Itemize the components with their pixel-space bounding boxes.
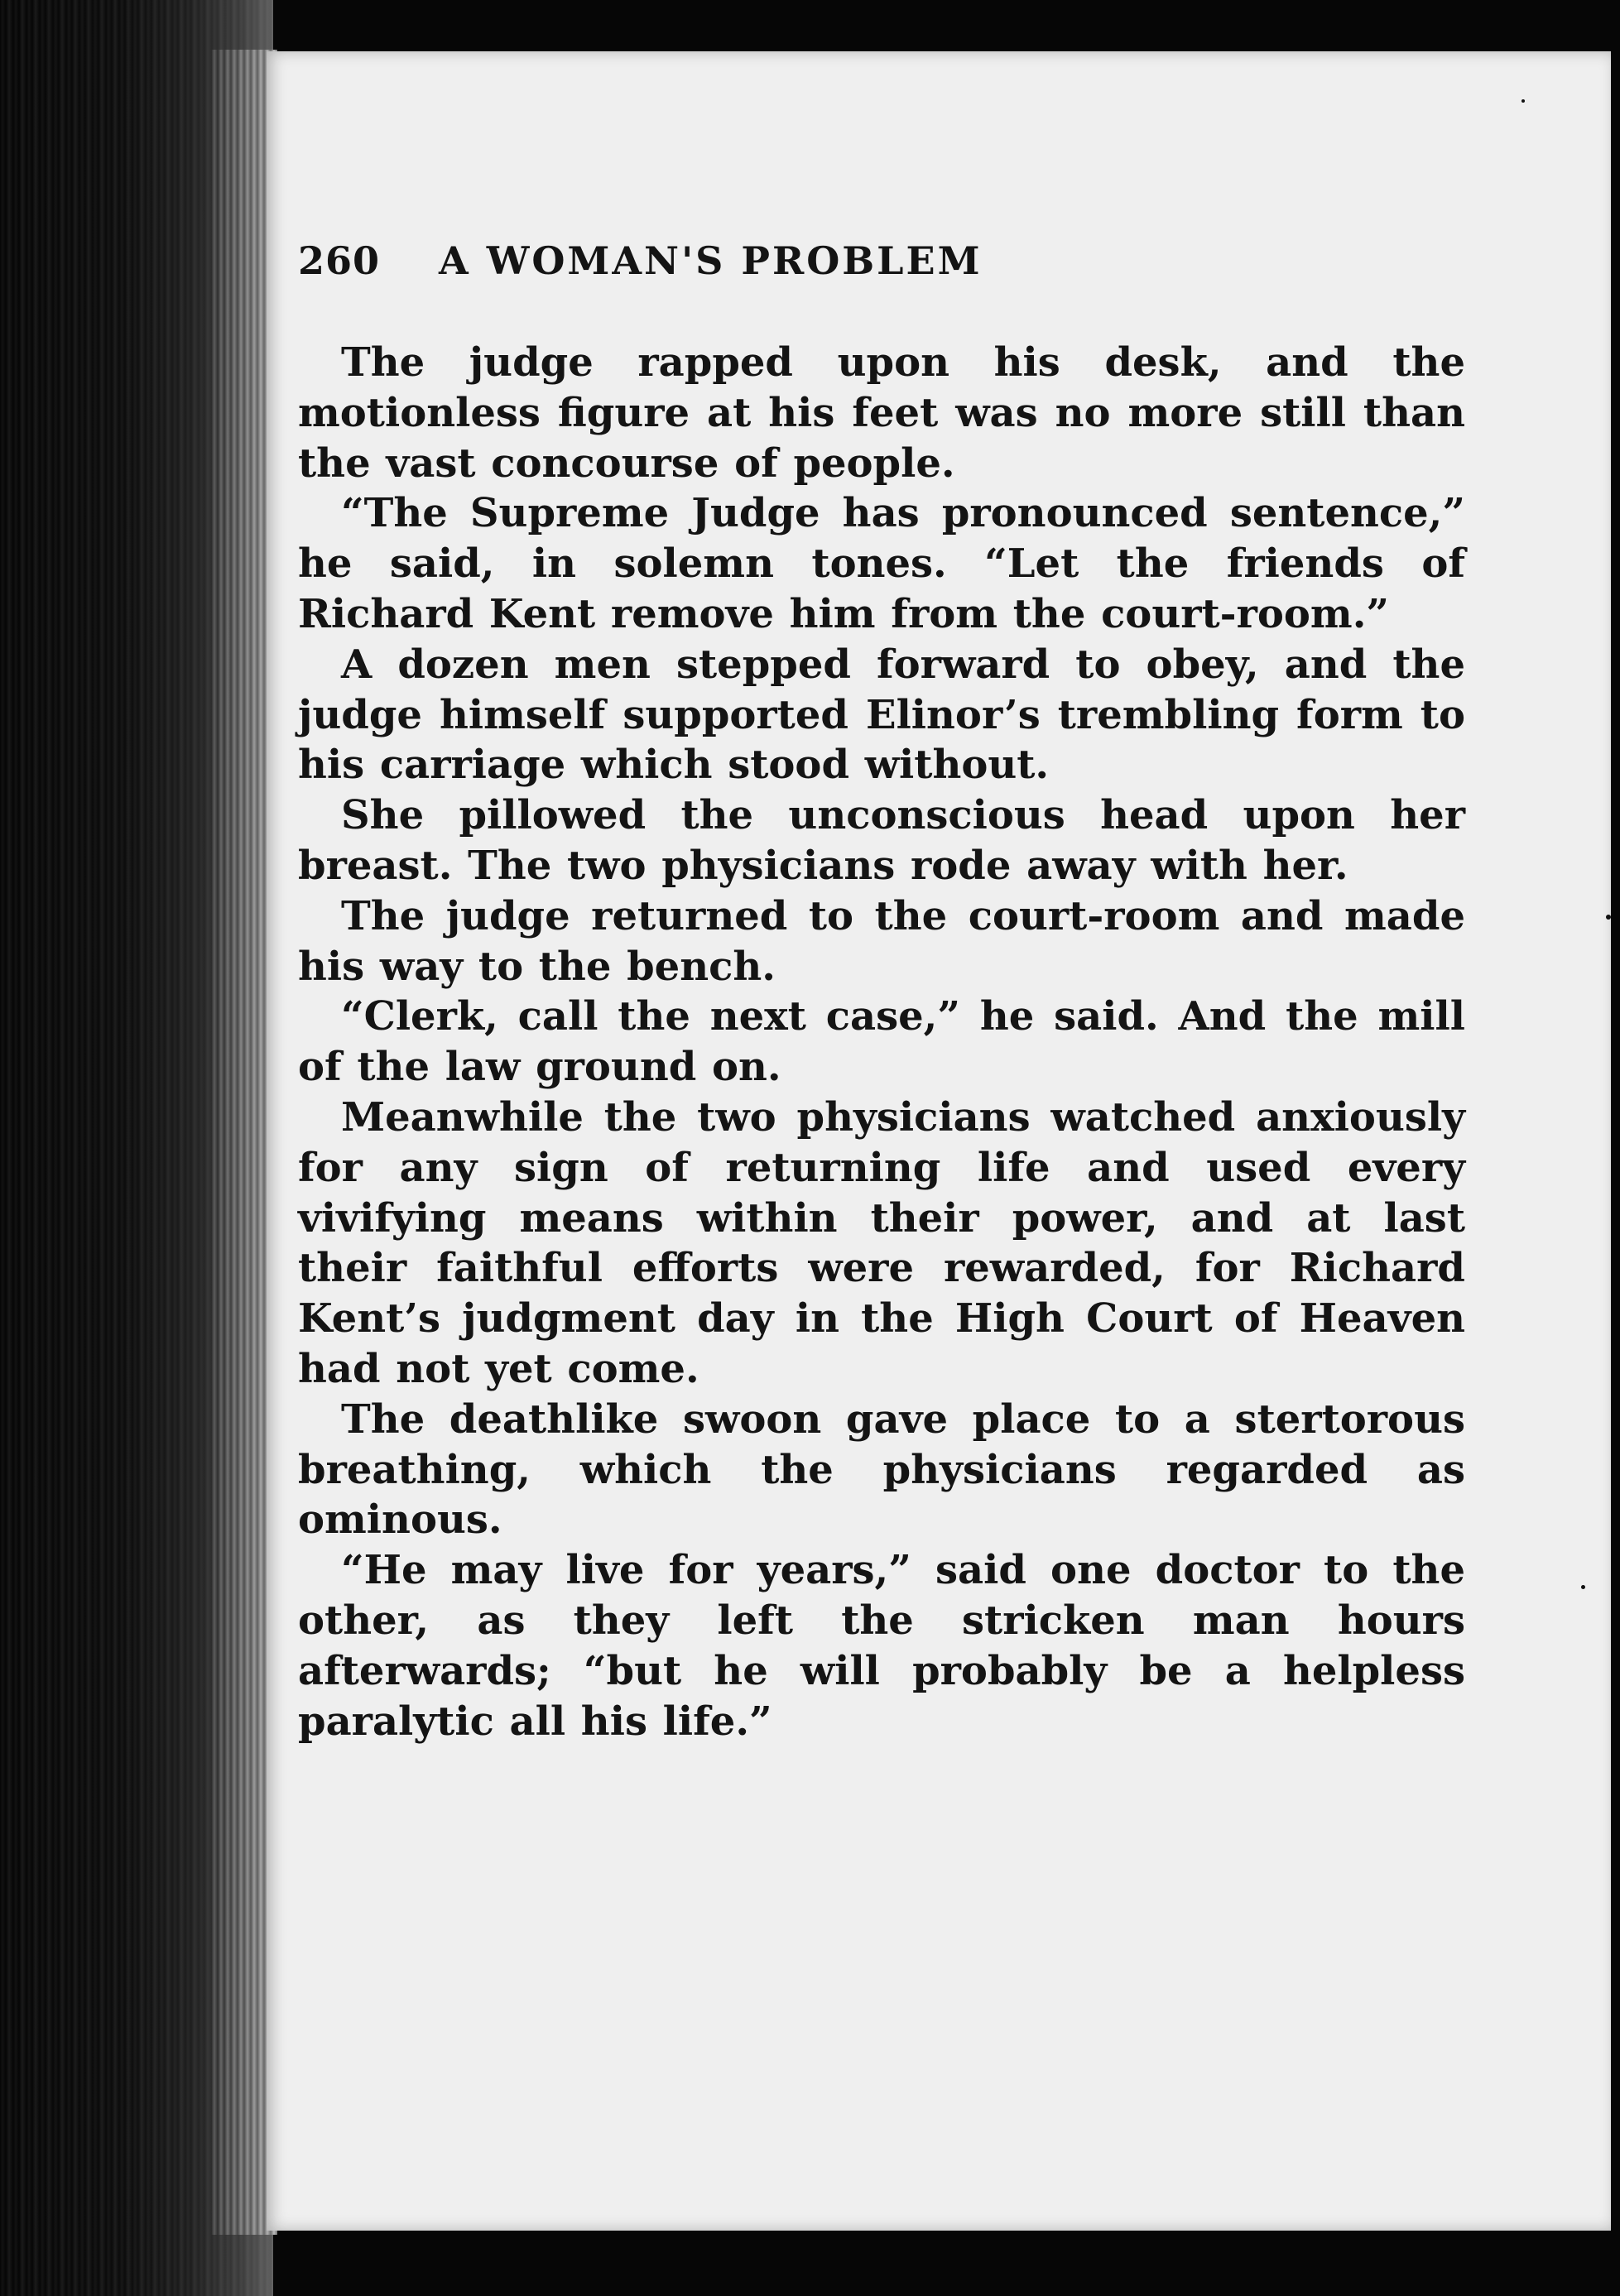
paragraph: Meanwhile the two physicians watched anxiously for any sign of returning life and used every vivifying means within their power, and at last their faithful efforts were rewarded, for Richard Kent’s judgment day in the High Court of Heaven had not yet come. bbox=[298, 1093, 1465, 1392]
paragraph: “He may live for years,” said one doctor to the other, as they left the stricken man hours afterwards; “but he will probably be a helpless paralytic all his life.” bbox=[298, 1547, 1465, 1745]
page-number: 260 bbox=[298, 238, 381, 283]
running-head bbox=[298, 238, 1465, 298]
paragraph: A dozen men stepped forward to obey, and the judge himself supported Elinor’s trembling form to his carriage which stood without. bbox=[298, 641, 1465, 789]
page-text bbox=[298, 238, 1465, 1746]
dust-speck bbox=[1606, 915, 1611, 920]
dust-speck bbox=[1521, 99, 1525, 103]
paragraph: She pillowed the unconscious head upon her breast. The two physicians rode away with her. bbox=[298, 792, 1465, 889]
paragraph: The judge returned to the court-room and made his way to the bench. bbox=[298, 892, 1465, 990]
paragraph: “The Supreme Judge has pronounced sentence,” he said, in solemn tones. “Let the friends of Richard Kent remove him from the court-room.” bbox=[298, 490, 1465, 637]
dust-speck bbox=[1581, 1585, 1585, 1589]
paragraph: The deathlike swoon gave place to a stertorous breathing, which the physicians regarded as ominous. bbox=[298, 1395, 1465, 1544]
book-title: A WOMAN'S PROBLEM bbox=[439, 238, 983, 283]
paragraph: “Clerk, call the next case,” he said. And the mill of the law ground on. bbox=[298, 993, 1465, 1091]
paragraph: The judge rapped upon his desk, and the motionless figure at his feet was no more still than the vast concourse of people. bbox=[298, 339, 1465, 487]
